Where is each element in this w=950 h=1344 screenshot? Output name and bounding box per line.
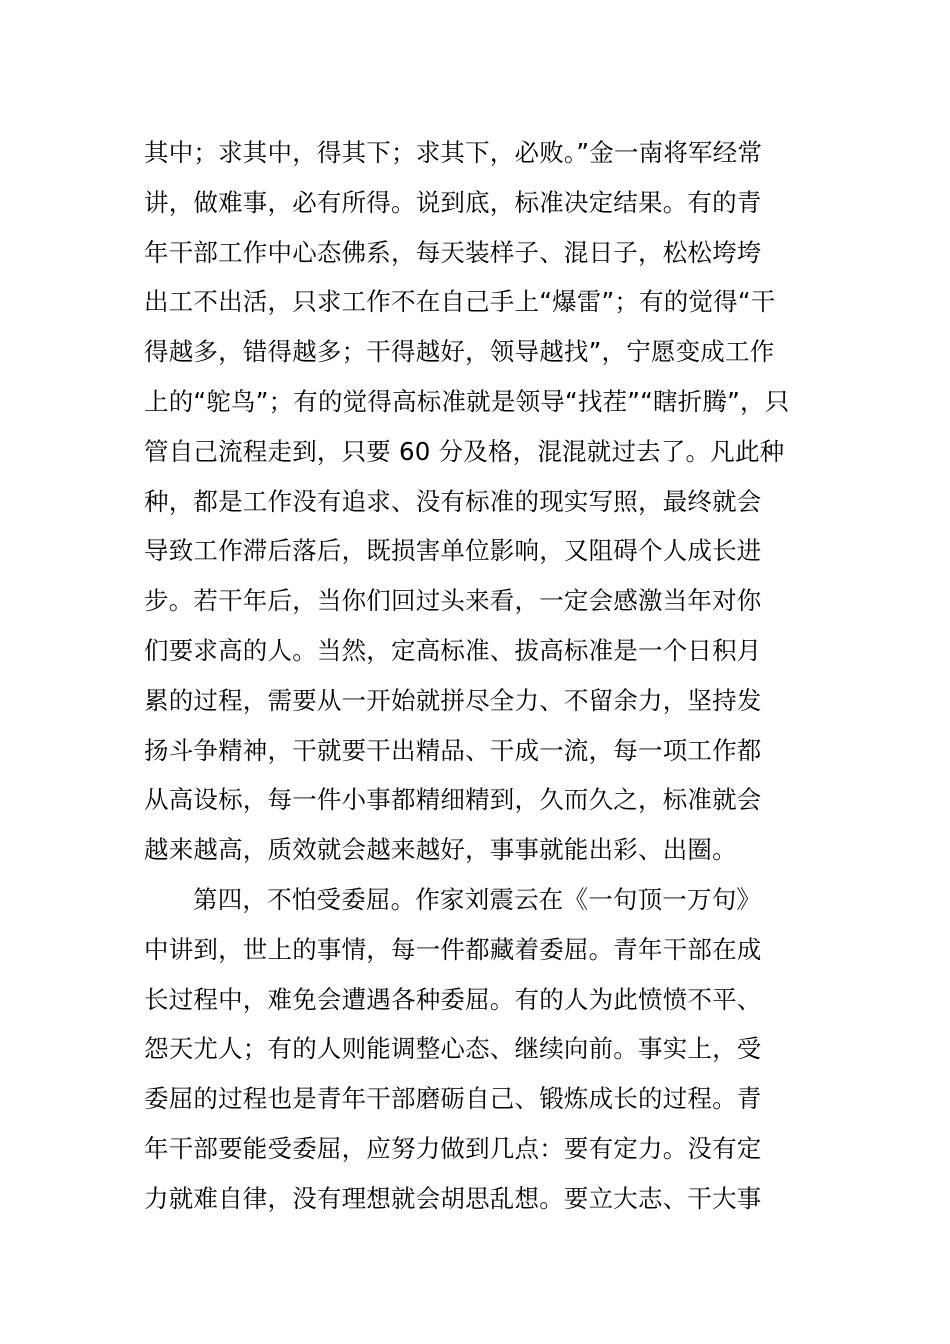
text-line: 委屈的过程也是青年干部磨砺自己、锻炼成长的过程。青 [144, 1084, 762, 1114]
text-line: 管自己流程走到，只要 60 分及格，混混就过去了。凡此种 [144, 436, 785, 466]
paragraph-start-line: 第四，不怕受委屈。作家刘震云在《一句顶一万句》 [193, 884, 762, 914]
text-line: 力就难自律，没有理想就会胡思乱想。要立大志、干大事 [144, 1183, 762, 1213]
text-line: 累的过程，需要从一开始就拼尽全力、不留余力，坚持发 [144, 685, 762, 715]
text-line: 其中；求其中，得其下；求其下，必败。”金一南将军经常 [144, 138, 763, 167]
text-line: 得越多，错得越多；干得越好，领导越找”，宁愿变成工作 [144, 337, 775, 367]
text-line: 扬斗争精神，干就要干出精品、干成一流，每一项工作都 [144, 735, 762, 765]
text-line: 种，都是工作没有追求、没有标准的现实写照，最终就会 [144, 486, 762, 516]
text-line: 步。若干年后，当你们回过头来看，一定会感激当年对你 [144, 586, 762, 616]
text-line: 导致工作滞后落后，既损害单位影响，又阻碍个人成长进 [144, 536, 762, 566]
text-line: 讲，做难事，必有所得。说到底，标准决定结果。有的青 [144, 187, 762, 217]
text-line: 年干部工作中心态佛系，每天装样子、混日子，松松垮垮 [144, 237, 762, 267]
text-line: 越来越高，质效就会越来越好，事事就能出彩、出圈。 [144, 835, 737, 865]
text-line: 中讲到，世上的事情，每一件都藏着委屈。青年干部在成 [144, 934, 762, 964]
text-line: 长过程中，难免会遭遇各种委屈。有的人为此愤愤不平、 [144, 984, 762, 1014]
text-line: 上的“鸵鸟”；有的觉得高标准就是领导“找茬”“瞎折腾”，只 [144, 386, 790, 416]
text-line: 出工不出活，只求工作不在自己手上“爆雷”；有的觉得“干 [144, 287, 776, 317]
text-line: 年干部要能受委屈，应努力做到几点：要有定力。没有定 [144, 1133, 762, 1163]
body-text [144, 128, 814, 1224]
text-line: 怨天尤人；有的人则能调整心态、继续向前。事实上，受 [144, 1034, 762, 1064]
text-line: 们要求高的人。当然，定高标准、拔高标准是一个日积月 [144, 635, 762, 665]
text-line: 从高设标，每一件小事都精细精到，久而久之，标准就会 [144, 785, 762, 815]
